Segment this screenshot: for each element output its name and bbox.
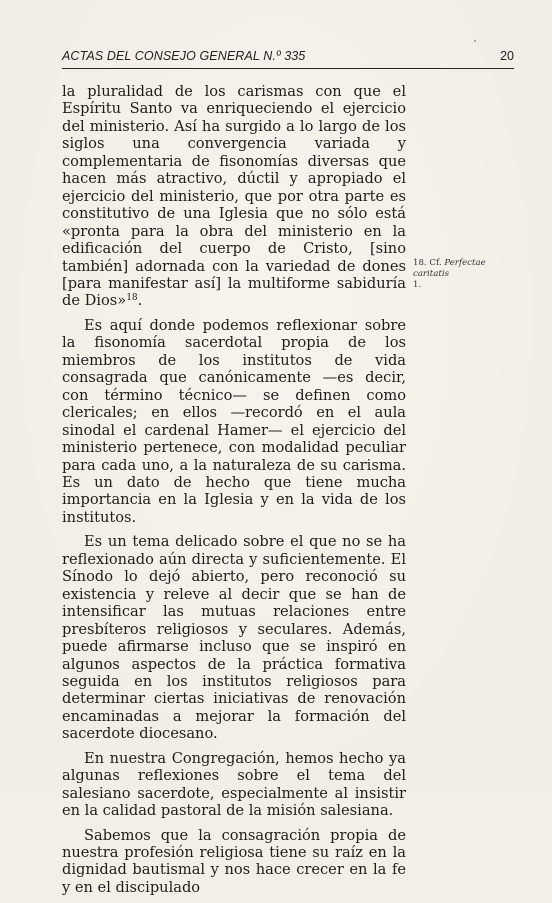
paragraph-3: Es un tema delicado sobre el que no se ha reflexionado aún directa y suficientemente. El Sínodo lo dejó abierto, pero reconoció su existencia y releve al decir que se han de intensificar las mutuas relaciones entre presbíteros religiosos y seculares. Además, puede afirmarse incluso que se inspiró en algunos aspectos de la práctica formativa seguida en los institutos religiosos para determinar ciertas iniciativas de renovación encaminadas a mejorar la formación del sacerdote diocesano.	[62, 533, 406, 743]
paper-speck	[474, 40, 476, 42]
header-rule	[62, 68, 514, 69]
footnote-number: 1.	[413, 280, 422, 290]
footnote-reference-18[interactable]: 18	[126, 293, 138, 304]
footnote-title: Perfectae caritatis	[413, 258, 486, 279]
running-title: ACTAS DEL CONSEJO GENERAL N.º 335	[62, 49, 306, 63]
footnote-label: 18. Cf.	[413, 258, 442, 268]
margin-footnote-18	[413, 258, 523, 291]
main-text-column	[62, 83, 406, 903]
paragraph-1: la pluralidad de los carismas con que el Espíritu Santo va enriqueciendo el ejercicio del ministerio. Así ha surgido a lo largo de los siglos una convergencia variada y complementaria de fisonomías diversas que hacen más atractivo, dúctil y apropiado el ejercicio del ministerio, que por otra parte es constitutivo de una Iglesia que no sólo está «pronta para la obra del ministerio en la edificación del cuerpo de Cristo, [sino también] adornada con la variedad de dones [para manifestar así] la multiforme sabiduría de Dios»$^{18}$.	[62, 83, 406, 310]
running-header	[62, 49, 514, 67]
paragraph-5: Sabemos que la consagración propia de nuestra profesión religiosa tiene su raíz en la dignidad bautismal y nos hace crecer en la fe y en el discipulado	[62, 826, 406, 896]
paragraph-2: Es aquí donde podemos reflexionar sobre la fisonomía sacerdotal propia de los miembros de los institutos de vida consagrada que canónicamente —es decir, con término técnico— se definen como clericales; en ellos —recordó en el aula sinodal el cardenal Hamer— el ejercicio del ministerio pertenece, con modalidad peculiar para cada uno, a la naturaleza de su carisma. Es un dato de hecho que tiene mucha importancia en la Iglesia y en la vida de los institutos.	[62, 316, 406, 526]
page-number: 20	[500, 49, 514, 63]
paragraph-4: En nuestra Congregación, hemos hecho ya algunas reflexiones sobre el tema del salesiano sacerdote, especialmente al insistir en la calidad pastoral de la misión salesiana.	[62, 749, 406, 820]
paragraph-1-text: la pluralidad de los carismas con que el Espíritu Santo va enriqueciendo el ejercicio del ministerio. Así ha surgido a lo largo de los siglos una convergencia variada y complementaria de fisonomías diversas que hacen más atractivo, dúctil y apropiado el ejercicio del ministerio, que por otra parte es constitutivo de una Iglesia que no sólo está «pronta para la obra del ministerio en la edificación del cuerpo de Cristo, [sino también] adornada con la variedad de dones [para manifestar así] la multiforme sabiduría de Dios»	[62, 83, 406, 310]
